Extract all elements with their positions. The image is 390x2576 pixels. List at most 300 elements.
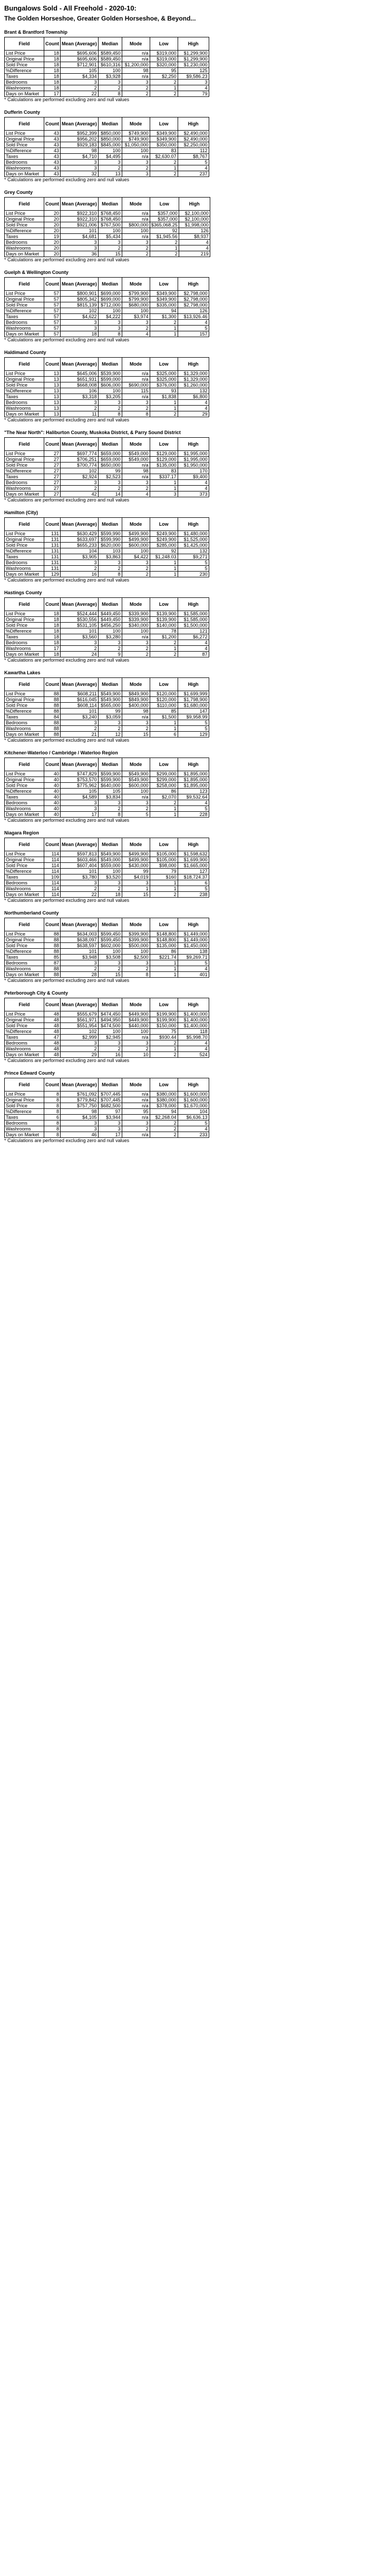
table-cell: 18 — [44, 652, 61, 657]
table-cell: 101 — [61, 628, 99, 634]
row-label: Taxes — [5, 234, 44, 240]
table-cell: $800,901 — [61, 291, 99, 297]
table-row — [5, 972, 209, 978]
table-cell: $597,813 — [61, 851, 99, 857]
table-cell: 40 — [44, 789, 61, 794]
column-header: Median — [98, 1078, 122, 1092]
table-cell: $1,500,000 — [178, 623, 209, 628]
table-cell: 1 — [150, 966, 178, 972]
table-cell: 20 — [44, 222, 61, 228]
table-cell: $1,585,000 — [178, 617, 209, 623]
table-cell: 129 — [44, 572, 61, 577]
table-cell: 8 — [122, 411, 150, 417]
table-cell: 2 — [150, 892, 178, 898]
table-cell: $1,585,000 — [178, 611, 209, 617]
stats-table — [4, 918, 209, 978]
table-cell: 88 — [44, 726, 61, 732]
table-cell: $376,000 — [150, 382, 178, 388]
table-cell: $4,334 — [61, 74, 99, 80]
table-cell: $9,271 — [178, 554, 209, 560]
table-cell: n/a — [122, 1115, 150, 1120]
table-cell: 4 — [178, 85, 209, 91]
table-header-row — [5, 358, 209, 371]
table-cell: 2 — [61, 85, 99, 91]
table-row — [5, 62, 209, 68]
column-header: Low — [150, 278, 178, 291]
column-header: Count — [44, 438, 61, 451]
region-section — [4, 910, 386, 983]
table-cell: 121 — [178, 628, 209, 634]
table-cell: $2,798,000 — [178, 291, 209, 297]
table-row — [5, 652, 209, 657]
table-cell: $1,400,000 — [178, 1023, 209, 1029]
table-cell: 27 — [44, 486, 61, 491]
table-cell: $120,000 — [150, 691, 178, 697]
table-cell: 3 — [98, 240, 122, 245]
stats-table — [4, 277, 209, 337]
table-cell: 100 — [98, 148, 122, 154]
table-cell: $325,000 — [150, 371, 178, 377]
row-label: %Difference — [5, 228, 44, 234]
table-cell: $1,699,900 — [178, 857, 209, 863]
table-cell: 2 — [150, 80, 178, 85]
table-cell: $4,681 — [61, 234, 99, 240]
table-cell: 3 — [61, 165, 99, 171]
column-header: High — [178, 918, 209, 931]
table-cell: 100 — [122, 628, 150, 634]
row-label: Days on Market — [5, 972, 44, 978]
table-cell: 43 — [44, 131, 61, 136]
table-cell: 8 — [98, 91, 122, 97]
table-cell: 85 — [44, 955, 61, 960]
column-header: Median — [98, 678, 122, 691]
table-cell: 29 — [178, 411, 209, 417]
table-row — [5, 572, 209, 577]
table-cell: 2 — [61, 566, 99, 572]
table-cell: 8 — [98, 331, 122, 337]
stats-table — [4, 197, 210, 257]
stats-table — [4, 437, 209, 497]
table-cell: $500,000 — [122, 943, 150, 949]
table-cell: 8 — [44, 1132, 61, 1138]
table-cell: $2,490,000 — [178, 131, 209, 136]
row-label: Sold Price — [5, 1103, 44, 1109]
column-header: Mode — [122, 278, 150, 291]
table-cell: $349,900 — [150, 136, 178, 142]
table-cell: $105,000 — [150, 851, 178, 857]
table-cell: 1 — [150, 85, 178, 91]
table-cell: n/a — [122, 1097, 150, 1103]
table-cell: 57 — [44, 331, 61, 337]
table-cell: 114 — [44, 851, 61, 857]
table-cell: n/a — [122, 234, 150, 240]
table-cell: 4 — [122, 491, 150, 497]
table-cell: 5 — [178, 566, 209, 572]
table-header-row — [5, 918, 209, 931]
table-cell: $599,990 — [98, 531, 122, 537]
table-cell: $380,000 — [150, 1097, 178, 1103]
table-row — [5, 771, 209, 777]
region-title: Hamilton (City) — [4, 510, 38, 515]
table-cell: $850,000 — [98, 131, 122, 136]
table-cell: 126 — [178, 308, 209, 314]
table-cell: 100 — [98, 949, 122, 955]
table-cell: 88 — [44, 732, 61, 738]
table-cell: $150,000 — [150, 1023, 178, 1029]
table-cell: 3 — [122, 800, 150, 806]
table-cell: $700,774 — [61, 463, 99, 468]
table-cell: 43 — [44, 165, 61, 171]
table-row — [5, 955, 209, 960]
row-label: Bedrooms — [5, 720, 44, 726]
column-header: Field — [5, 198, 44, 211]
table-cell: $2,250,000 — [178, 142, 209, 148]
table-cell: 401 — [178, 972, 209, 978]
table-row — [5, 777, 209, 783]
row-label: Sold Price — [5, 863, 44, 869]
table-cell: 1 — [150, 806, 178, 812]
row-label: Taxes — [5, 634, 44, 640]
row-label: %Difference — [5, 548, 44, 554]
table-cell: 4 — [178, 320, 209, 326]
table-cell: $440,000 — [122, 1023, 150, 1029]
table-cell: $8,937 — [179, 234, 210, 240]
table-cell: $549,900 — [98, 691, 122, 697]
table-cell: 48 — [44, 1029, 61, 1035]
table-row — [5, 1109, 209, 1115]
table-row — [5, 880, 209, 886]
table-cell: $747,829 — [61, 771, 99, 777]
table-cell: 2 — [150, 1040, 178, 1046]
table-cell: 5 — [122, 812, 150, 818]
table-row — [5, 1011, 209, 1017]
table-cell: $339,900 — [122, 611, 150, 617]
table-cell: $320,000 — [150, 62, 178, 68]
row-label: Original Price — [5, 537, 44, 543]
table-cell: 47 — [44, 1035, 61, 1040]
table-cell: $655,233 — [61, 543, 99, 548]
table-cell: 1 — [150, 720, 178, 726]
table-cell: $1,299,900 — [178, 51, 209, 56]
table-cell: 3 — [98, 880, 122, 886]
table-cell: $8,767 — [178, 154, 209, 160]
row-label: Taxes — [5, 394, 44, 400]
table-row — [5, 1120, 209, 1126]
table-cell: 3 — [98, 640, 122, 646]
table-cell: 20 — [44, 245, 61, 251]
table-cell: 8 — [98, 812, 122, 818]
table-cell: 4 — [178, 486, 209, 491]
table-cell: 20 — [44, 251, 61, 257]
table-cell: 78 — [150, 628, 178, 634]
table-cell: $555,679 — [61, 1011, 99, 1017]
table-cell: 88 — [44, 703, 61, 709]
row-label: Washrooms — [5, 726, 44, 732]
table-cell: n/a — [122, 1035, 150, 1040]
row-label: Taxes — [5, 714, 44, 720]
table-cell: 5 — [178, 720, 209, 726]
column-header: Mode — [122, 1078, 150, 1092]
table-cell: 2 — [150, 1126, 178, 1132]
table-cell: n/a — [122, 463, 150, 468]
table-cell: $616,045 — [61, 697, 99, 703]
table-cell: 12 — [98, 732, 122, 738]
table-cell: $4,422 — [122, 554, 150, 560]
row-label: %Difference — [5, 308, 44, 314]
table-cell: $799,900 — [122, 297, 150, 302]
row-label: %Difference — [5, 148, 44, 154]
column-header: High — [178, 678, 209, 691]
table-cell: 2 — [122, 486, 150, 491]
table-cell: 88 — [44, 709, 61, 714]
table-cell: n/a — [122, 377, 150, 382]
table-cell: $706,251 — [61, 457, 99, 463]
table-cell: $1,260,000 — [178, 382, 209, 388]
table-cell: 13 — [44, 400, 61, 406]
row-label: %Difference — [5, 949, 44, 955]
table-row — [5, 297, 209, 302]
column-header: Mean (Average) — [61, 518, 99, 531]
row-label: Days on Market — [5, 892, 44, 898]
column-header: High — [178, 37, 209, 51]
table-cell: 3 — [98, 1126, 122, 1132]
row-label: Days on Market — [5, 331, 44, 337]
table-cell: 3 — [122, 320, 150, 326]
column-header: Median — [98, 278, 122, 291]
table-cell: 2 — [122, 1046, 150, 1052]
table-cell: 4 — [178, 406, 209, 411]
table-row — [5, 1092, 209, 1097]
table-cell: 2 — [150, 320, 178, 326]
table-cell: n/a — [122, 51, 150, 56]
column-header: Mean (Average) — [61, 1078, 99, 1092]
table-cell: 100 — [98, 308, 122, 314]
table-cell: $1,248.03 — [150, 554, 178, 560]
stats-table — [4, 597, 209, 657]
table-cell: 237 — [178, 171, 209, 177]
table-header-row — [5, 518, 209, 531]
table-cell: $249,900 — [150, 531, 178, 537]
table-cell: $1,895,000 — [178, 777, 209, 783]
column-header: Field — [5, 838, 44, 851]
table-cell: 3 — [122, 480, 150, 486]
table-cell: 3 — [98, 80, 122, 85]
table-cell: $2,500 — [122, 955, 150, 960]
table-cell: 131 — [44, 537, 61, 543]
table-cell: 57 — [44, 314, 61, 320]
row-label: Original Price — [5, 1017, 44, 1023]
table-cell: 2 — [122, 245, 150, 251]
table-cell: $559,000 — [98, 863, 122, 869]
column-header: Count — [44, 278, 61, 291]
table-cell: 3 — [122, 1120, 150, 1126]
table-cell: 131 — [44, 543, 61, 548]
table-cell: $139,900 — [150, 617, 178, 623]
calculation-note: * Calculations are performed excluding zero and null values — [4, 257, 130, 262]
table-row — [5, 892, 209, 898]
table-cell: 114 — [44, 886, 61, 892]
table-cell: $956,202 — [61, 136, 99, 142]
table-cell: 3 — [122, 960, 150, 966]
table-row — [5, 217, 210, 222]
table-cell: 100 — [122, 949, 150, 955]
table-cell: 10 — [122, 1052, 150, 1058]
table-cell: 3 — [122, 240, 150, 245]
row-label: Bedrooms — [5, 480, 44, 486]
table-cell: 24 — [61, 652, 99, 657]
table-cell: 100 — [122, 308, 150, 314]
row-label: Days on Market — [5, 1052, 44, 1058]
table-cell: $659,000 — [98, 457, 122, 463]
table-cell: 28 — [61, 972, 99, 978]
table-cell: $549,000 — [98, 857, 122, 863]
table-cell: $349,900 — [150, 131, 178, 136]
table-cell: 2 — [61, 486, 99, 491]
table-cell: 114 — [44, 869, 61, 874]
table-cell: 3 — [122, 1040, 150, 1046]
stats-table — [4, 117, 209, 177]
table-cell: 18 — [98, 892, 122, 898]
table-cell: 14 — [98, 491, 122, 497]
table-cell: $549,900 — [98, 697, 122, 703]
region-section — [4, 590, 386, 663]
table-cell: 83 — [150, 148, 178, 154]
table-cell: 97 — [98, 1109, 122, 1115]
row-label: List Price — [5, 1011, 44, 1017]
row-label: List Price — [5, 51, 44, 56]
table-row — [5, 537, 209, 543]
column-header: Low — [150, 438, 178, 451]
regions-container — [4, 30, 386, 1143]
table-cell: $9,269.71 — [178, 955, 209, 960]
column-header: Median — [98, 198, 122, 211]
table-cell: $1,895,000 — [178, 771, 209, 777]
table-cell: 1 — [150, 486, 178, 491]
column-header: High — [178, 117, 209, 131]
table-cell: 4 — [178, 480, 209, 486]
column-header: Mean (Average) — [61, 198, 99, 211]
table-row — [5, 949, 209, 955]
table-cell: $1,329,000 — [178, 371, 209, 377]
table-row — [5, 228, 210, 234]
table-row — [5, 234, 210, 240]
column-header: Field — [5, 598, 44, 611]
table-cell: $600,000 — [122, 783, 150, 789]
region-section — [4, 990, 386, 1063]
row-label: Days on Market — [5, 411, 44, 417]
table-cell: 1 — [150, 886, 178, 892]
row-label: Washrooms — [5, 646, 44, 652]
table-cell: 101 — [61, 949, 99, 955]
table-cell: 20 — [44, 211, 61, 217]
table-cell: 2 — [122, 165, 150, 171]
table-cell: 8 — [44, 1103, 61, 1109]
table-cell: 22 — [61, 892, 99, 898]
table-cell: $6,800 — [178, 394, 209, 400]
table-cell: $349,900 — [150, 297, 178, 302]
table-cell: 40 — [44, 794, 61, 800]
table-cell: $4,622 — [61, 314, 99, 320]
table-cell: $922,310 — [61, 211, 99, 217]
table-cell: $456,250 — [98, 623, 122, 628]
calculation-note: * Calculations are performed excluding zero and null values — [4, 738, 130, 743]
table-cell: 3 — [98, 400, 122, 406]
table-cell: 4 — [178, 640, 209, 646]
row-label: Taxes — [5, 794, 44, 800]
table-cell: 100 — [122, 548, 150, 554]
table-cell: $449,900 — [122, 1017, 150, 1023]
table-cell: $602,000 — [98, 943, 122, 949]
row-label: Bedrooms — [5, 560, 44, 566]
table-row — [5, 1126, 209, 1132]
column-header: High — [178, 1078, 209, 1092]
column-header: Count — [44, 198, 61, 211]
column-header: Median — [98, 358, 122, 371]
row-label: Days on Market — [5, 732, 44, 738]
table-cell: 15 — [98, 972, 122, 978]
table-cell: $2,798,000 — [178, 302, 209, 308]
table-cell: $749,900 — [122, 136, 150, 142]
table-row — [5, 531, 209, 537]
table-cell: $551,954 — [61, 1023, 99, 1029]
column-header: Field — [5, 358, 44, 371]
column-header: High — [178, 598, 209, 611]
table-cell: 48 — [44, 1046, 61, 1052]
table-cell: 1 — [150, 812, 178, 818]
table-row — [5, 74, 209, 80]
table-cell: 27 — [44, 457, 61, 463]
table-cell: $659,000 — [98, 451, 122, 457]
row-label: Washrooms — [5, 1126, 44, 1132]
table-cell: 8 — [44, 1126, 61, 1132]
table-cell: $633,697 — [61, 537, 99, 543]
table-cell: 11 — [61, 411, 99, 417]
table-cell: 3 — [122, 880, 150, 886]
table-cell: 75 — [150, 1029, 178, 1035]
table-cell: 85 — [150, 709, 178, 714]
table-cell: $608,114 — [61, 703, 99, 709]
stats-table — [4, 677, 209, 738]
table-row — [5, 211, 210, 217]
table-cell: 18 — [44, 62, 61, 68]
table-cell: 2 — [150, 1132, 178, 1138]
column-header: Mean (Average) — [61, 598, 99, 611]
table-header-row — [5, 37, 209, 51]
table-cell: 3 — [122, 160, 150, 165]
table-cell: 2 — [150, 1120, 178, 1126]
table-cell: $140,000 — [150, 623, 178, 628]
table-cell: 2 — [61, 966, 99, 972]
table-cell: 3 — [98, 720, 122, 726]
table-cell: 100 — [122, 148, 150, 154]
row-label: Washrooms — [5, 165, 44, 171]
column-header: Count — [44, 518, 61, 531]
region-title: Hastings County — [4, 590, 42, 595]
table-cell: 3 — [150, 491, 178, 497]
table-cell: $148,800 — [150, 931, 178, 937]
table-cell: 4 — [122, 331, 150, 337]
table-cell: 22 — [61, 91, 99, 97]
table-cell: 138 — [178, 949, 209, 955]
row-label: Sold Price — [5, 62, 44, 68]
row-label: List Price — [5, 291, 44, 297]
table-cell: $549,000 — [122, 451, 150, 457]
region-section — [4, 110, 386, 182]
table-cell: 115 — [122, 388, 150, 394]
row-label: Original Price — [5, 457, 44, 463]
column-header: Mode — [122, 37, 150, 51]
table-cell: n/a — [122, 474, 150, 480]
